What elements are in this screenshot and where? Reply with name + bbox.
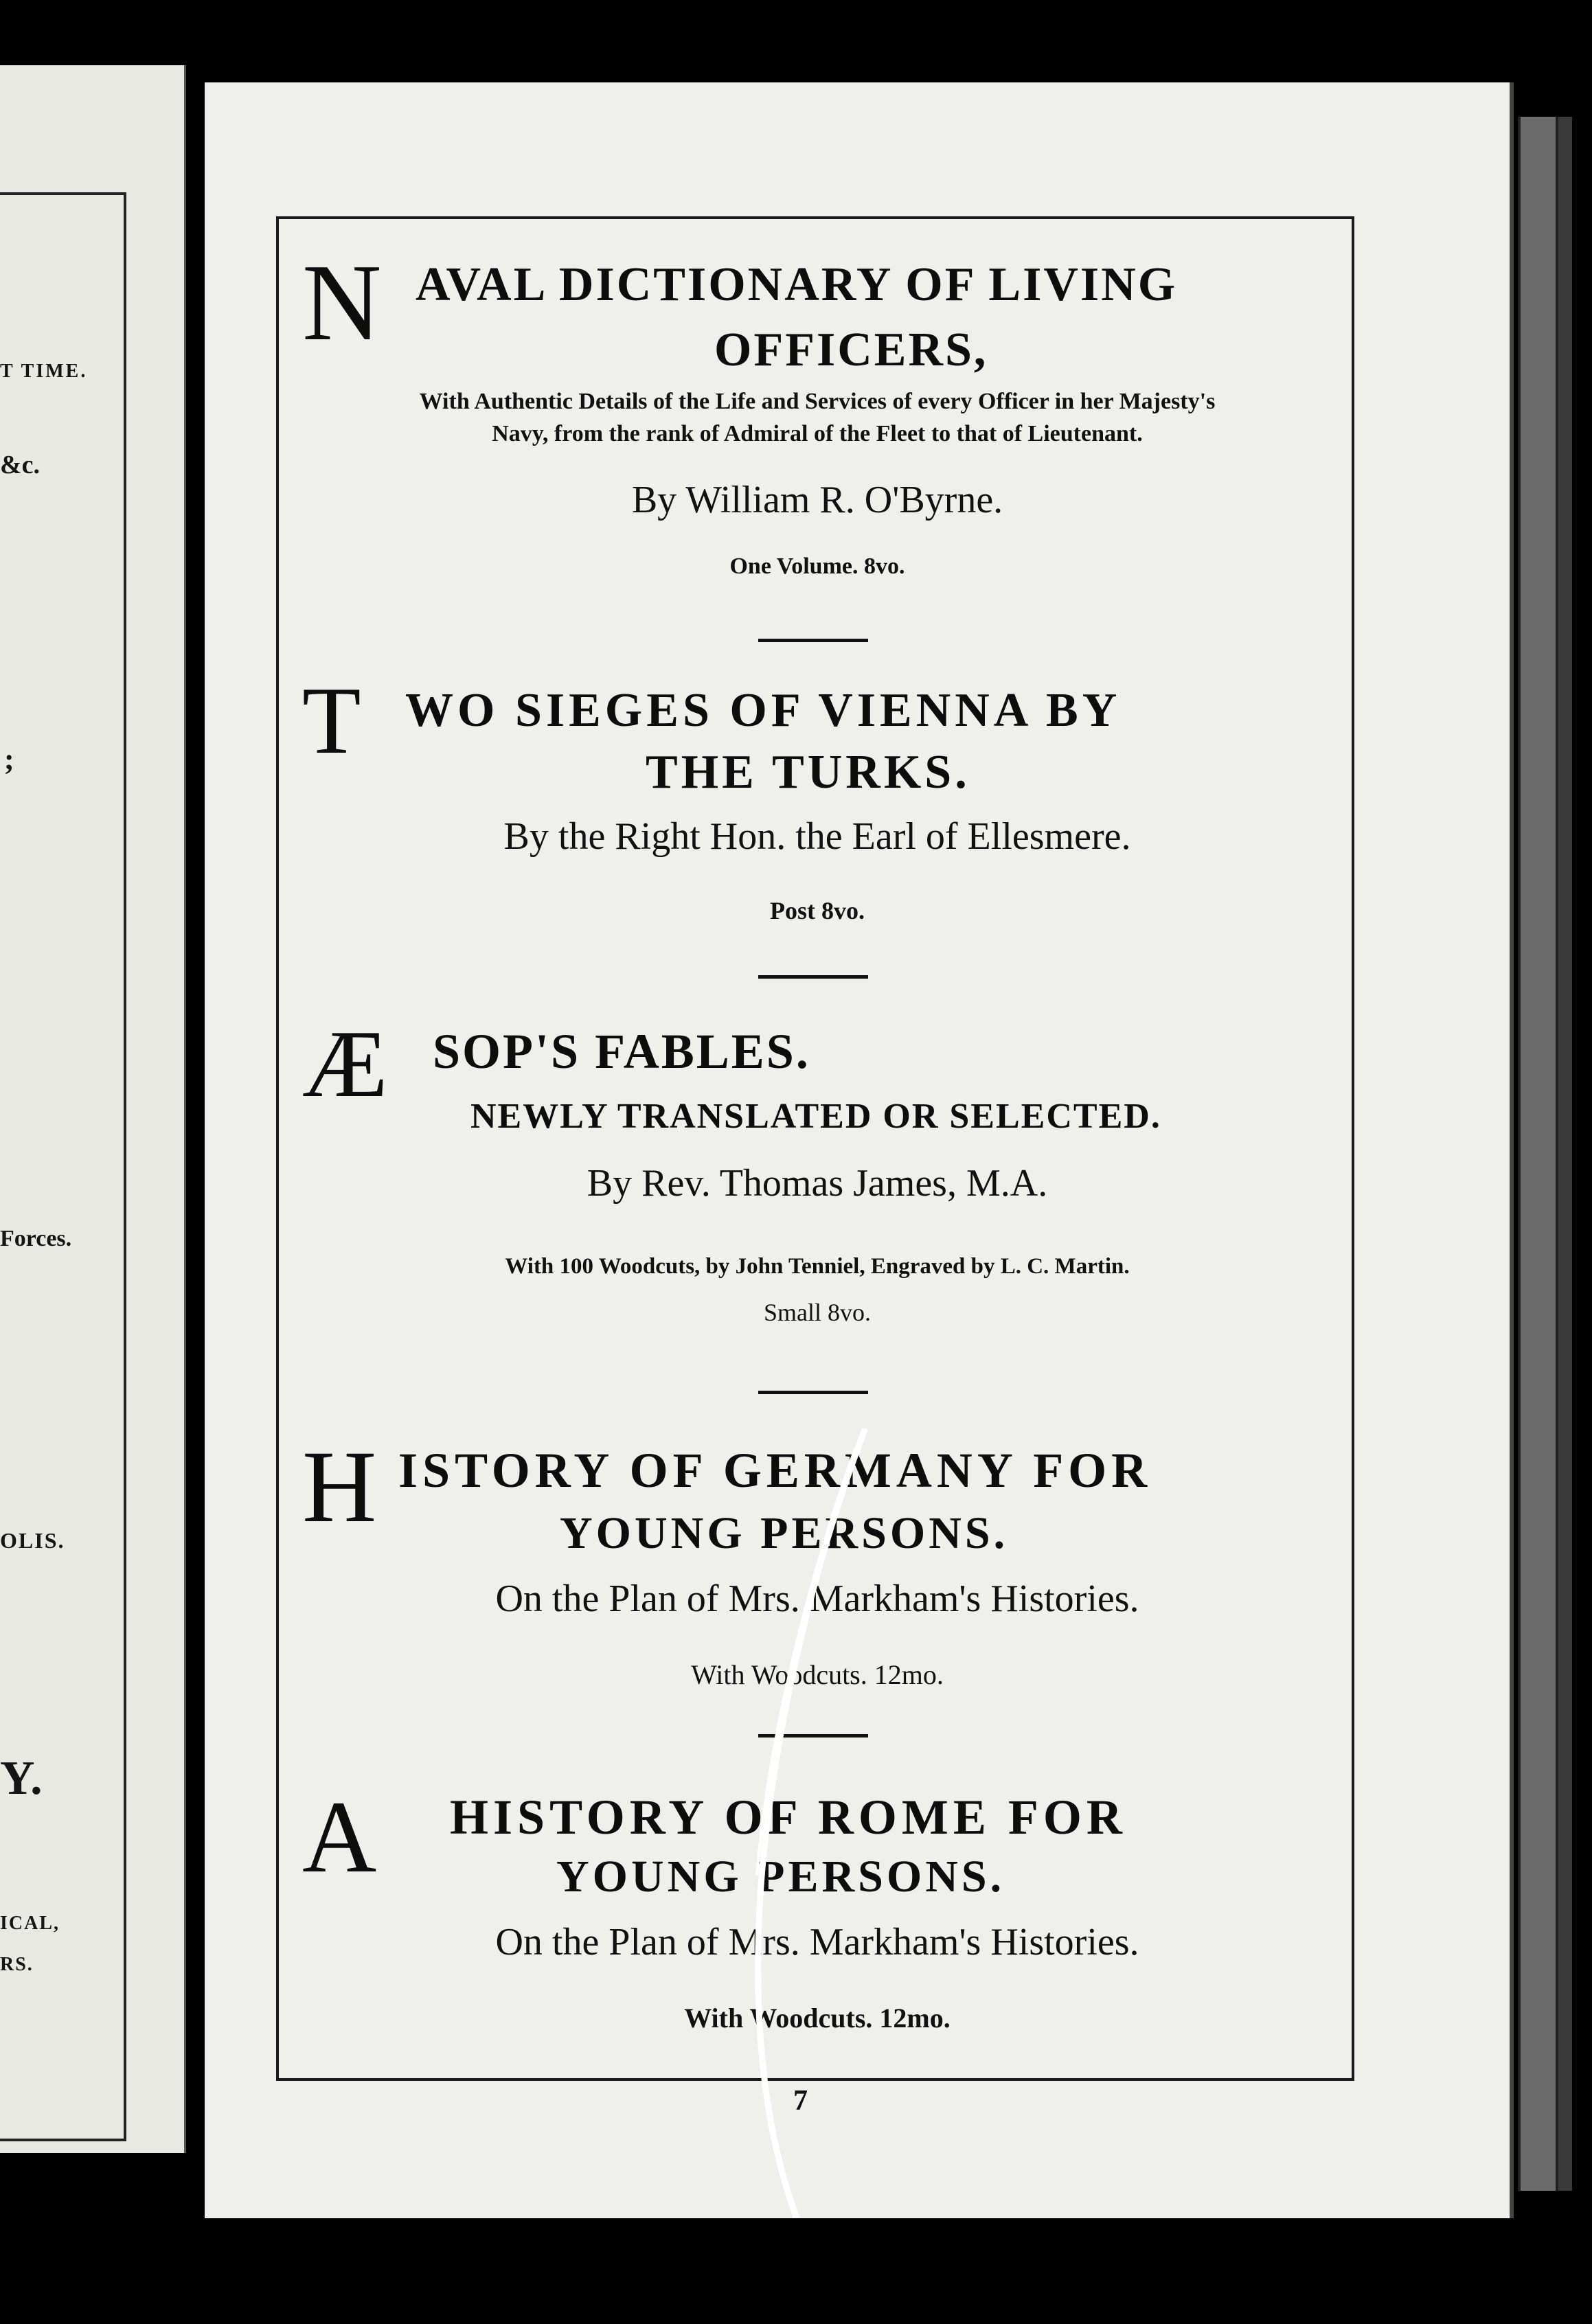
entry-description: With Authentic Details of the Life and Services of every Officer in her Majesty's [419, 389, 1216, 414]
entry-description: With 100 Woodcuts, by John Tenniel, Engraved by L. C. Martin. [505, 1254, 1130, 1279]
entry-title: SOP'S FABLES. [433, 1024, 810, 1079]
left-fragment: ICAL, [0, 1913, 60, 1934]
entry-format: Post 8vo. [770, 897, 865, 924]
entry-title: YOUNG PERSONS. [560, 1508, 1009, 1558]
page-number: 7 [793, 2085, 808, 2117]
entry-format: With Woodcuts. 12mo. [691, 1659, 944, 1690]
left-fragment: Y. [0, 1752, 43, 1805]
entry-title: OFFICERS, [714, 323, 988, 376]
left-fragment: OLIS. [0, 1528, 65, 1553]
entry-title: WO SIEGES OF VIENNA BY [405, 684, 1122, 737]
entry-format: With Woodcuts. 12mo. [684, 2003, 951, 2034]
left-fragment: ; [4, 742, 14, 776]
page-edge [1556, 117, 1572, 2191]
entry-format: Small 8vo. [763, 1299, 871, 1326]
entry-format: One Volume. 8vo. [729, 554, 905, 579]
entry-description: Navy, from the rank of Admiral of the Fleet to that of Lieutenant. [492, 421, 1143, 446]
entry-author: On the Plan of Mrs. Markham's Histories. [495, 1577, 1139, 1620]
entry-author: On the Plan of Mrs. Markham's Histories. [495, 1921, 1139, 1963]
left-fragment: Forces. [0, 1226, 72, 1251]
entry-subtitle: NEWLY TRANSLATED OR SELECTED. [470, 1097, 1161, 1136]
entry-title: AVAL DICTIONARY OF LIVING [416, 258, 1178, 311]
separator-rule [758, 639, 868, 642]
drop-cap: T [302, 668, 361, 774]
separator-rule [758, 1391, 868, 1394]
book-entry-naval-dictionary [302, 233, 1319, 625]
left-fragment: &c. [0, 451, 41, 479]
entry-title: YOUNG PERSONS. [556, 1852, 1005, 1902]
entry-author: By Rev. Thomas James, M.A. [587, 1162, 1048, 1205]
left-page-border [0, 192, 126, 2141]
entry-title: HISTORY OF ROME FOR [450, 1790, 1127, 1845]
entry-author: By the Right Hon. the Earl of Ellesmere. [503, 815, 1131, 858]
left-fragment: T TIME. [0, 361, 88, 382]
book-entry-sieges-of-vienna [302, 659, 1319, 948]
entry-title: THE TURKS. [646, 746, 970, 799]
drop-cap: A [302, 1780, 377, 1894]
left-facing-page [0, 65, 186, 2153]
drop-cap: H [302, 1430, 377, 1544]
entry-title: ISTORY OF GERMANY FOR [398, 1443, 1152, 1498]
entry-author: By William R. O'Byrne. [631, 479, 1003, 521]
drop-cap: N [302, 241, 382, 363]
separator-rule [758, 975, 868, 979]
scan-scratch-artifact [714, 1428, 893, 2218]
left-fragment: RS. [0, 1954, 34, 1975]
book-entry-aesops-fables [302, 1006, 1319, 1363]
drop-cap: Æ [302, 1011, 388, 1117]
